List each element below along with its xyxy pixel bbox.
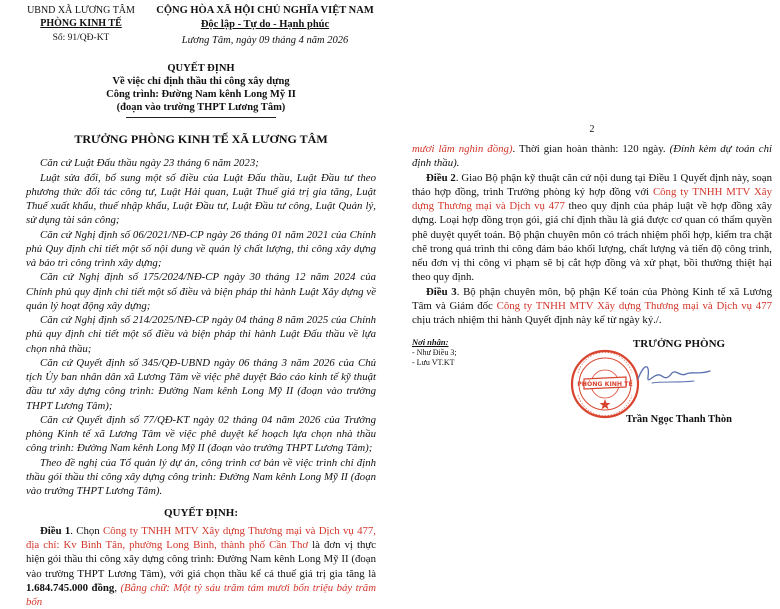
legal-basis: Luật sửa đổi, bổ sung một số điều của Luật Đấu thầu, Luật Đầu tư theo phương thức đối tác công tư, Luật Hải quan, Luật Thuế giá trị gia tăng, Luật Thuế xuất khẩu, thuế nhập khẩu, Luật Đầu tư, Luật Đầu tư công, Luật Quản lý, sử dụng tài sản công;	[26, 171, 376, 227]
article-one	[26, 524, 376, 609]
issuing-authority: TRƯỞNG PHÒNG KINH TẾ XÃ LƯƠNG TÂM	[74, 131, 328, 146]
title-subject: Về việc chỉ định thầu thi công xây dựng	[112, 76, 290, 88]
page-number: 2	[589, 124, 595, 135]
contractor-name: Công ty TNHH MTV Xây dựng Thương mại và Dịch vụ 477	[496, 299, 772, 312]
title-section: (đoạn vào trường THPT Lương Tâm)	[116, 102, 286, 114]
legal-basis: Theo đề nghị của Tổ quản lý dự án, công trình cơ bản về việc trình chỉ định thầu gói thầu thi công xây dựng công trình: Đường Nam kênh Long Mỹ II (đoạn vào trường THPT Lương Tâm).	[26, 456, 376, 498]
signature-block	[412, 337, 772, 457]
article-text: . Giao Bộ phận kỹ thuật căn cứ nội dung tại Điều 1 Quyết định này, soạn thảo hợp đồng, trình Trưởng phòng ký hợp đồng với	[412, 171, 772, 198]
page-two	[412, 4, 772, 457]
legal-bases	[26, 156, 376, 498]
article-text: . Chọn	[70, 524, 104, 537]
legal-basis: Căn cứ Luật Đấu thầu ngày 23 tháng 6 năm 2023;	[40, 157, 259, 170]
handwritten-signature-icon	[634, 359, 714, 395]
amount-in-words-end: mươi lăm nghìn đồng)	[412, 143, 513, 156]
amount-in-words: (Bằng chữ: Một tỷ sáu trăm tám mươi bốn triệu bảy trăm bốn	[26, 581, 376, 609]
document-type: QUYẾT ĐỊNH	[167, 63, 235, 74]
article-three	[412, 285, 772, 328]
article-label: Điều 2	[426, 171, 456, 184]
article-text: ,	[114, 581, 121, 594]
recipient-item: - Lưu VT.KT	[412, 358, 455, 368]
contract-amount: 1.684.745.000 đồng	[26, 581, 115, 594]
article-text: theo quy định của pháp luật về hợp đồng xây dựng. Loại hợp đồng trọn gói, giá chỉ định thầu là giá được cơ quan có thẩm quyền phê duyệt quyết toán. Bộ phận chuyên môn có trách nhiệm phối hợp, kiểm tra chặt chẽ trong quá trình thi công đảm bảo khối lượng, chất lượng và tiến độ công trình, nếu đơn vị thi công vi phạm sẽ bị cắt hợp đồng và xử phạt, bồi thường thiệt hại theo quy định.	[412, 200, 772, 284]
document-header	[26, 4, 376, 62]
document-title	[26, 62, 376, 115]
agency-parent: UBND XÃ LƯƠNG TÂM	[27, 5, 135, 16]
signer-name: Trần Ngọc Thanh Thòn	[626, 414, 732, 426]
agency-name: PHÒNG KINH TẾ	[40, 18, 122, 30]
official-seal-icon	[570, 349, 640, 419]
place-date: Lương Tâm, ngày 09 tháng 4 năm 2026	[181, 34, 349, 46]
recipients-label: Nơi nhận:	[412, 337, 449, 348]
article-label: Điều 1	[40, 524, 71, 537]
nation-name: CỘNG HÒA XÃ HỘI CHỦ NGHĨA VIỆT NAM	[156, 5, 374, 16]
recipients	[412, 337, 457, 368]
national-motto: Độc lập - Tự do - Hạnh phúc	[200, 18, 330, 30]
national-header	[154, 4, 376, 48]
legal-basis: Căn cứ Nghị định số 214/2025/NĐ-CP ngày 04 tháng 8 năm 2025 của Chính phủ quy định chi tiết một số điều và biện pháp thi hành Luật Đấu thầu về lựa chọn nhà thầu;	[26, 314, 376, 355]
issuing-agency	[26, 4, 136, 45]
page-one	[26, 4, 376, 609]
article-two	[412, 171, 772, 285]
legal-basis: Căn cứ Nghị định số 175/2024/NĐ-CP ngày 30 tháng 12 năm 2024 của Chính phủ quy định chi tiết một số điều và biện pháp thi hành Luật Xây dựng về quản lý hoạt động xây dựng;	[26, 271, 376, 312]
legal-basis: Căn cứ Quyết định số 345/QĐ-UBND ngày 06 tháng 3 năm 2026 của Chủ tịch Ủy ban nhân dân xã Lương Tâm về việc phê duyệt Báo cáo kinh tế kỹ thuật đầu tư xây dựng công trình: Đường Nam kênh Long Mỹ II (đoạn vào trường THPT Lương Tâm);	[26, 356, 376, 412]
contractor-name: Công ty TNHH MTV Xây dựng Thương mại và Dịch vụ 477	[412, 185, 773, 213]
seal-text: PHÒNG KINH TẾ	[577, 381, 633, 389]
contractor-name-address: Công ty TNHH MTV Xây dựng Thương mại và Dịch vụ 477, địa chỉ: Kv Bình Tân, phường Long Bình, thành phố Cần Thơ	[26, 524, 376, 552]
document-number: Số: 91/QĐ-KT	[52, 33, 110, 44]
signer-role: TRƯỞNG PHÒNG	[632, 338, 726, 351]
recipient-item: - Như Điều 3;	[412, 348, 457, 358]
legal-basis: Căn cứ Quyết định số 77/QĐ-KT ngày 02 tháng 04 năm 2026 của Trưởng phòng Kinh tế xã Lương Tâm về việc phê duyệt kế hoạch lựa chọn nhà thầu công trình: Đường Nam kênh Long Mỹ II (đoạn vào trường THPT Lương Tâm);	[26, 413, 376, 455]
article-label: Điều 3	[426, 285, 457, 298]
decision-heading: QUYẾT ĐỊNH:	[163, 507, 239, 520]
article-text: . Thời gian hoàn thành: 120 ngày.	[512, 143, 670, 156]
legal-basis: Căn cứ Nghị định số 06/2021/NĐ-CP ngày 26 tháng 01 năm 2021 của Chính phủ Quy định chi tiết một số nội dung về quản lý chất lượng, thi công xây dựng và bảo trì công trình xây dựng;	[26, 228, 376, 270]
title-project: Công trình: Đường Nam kênh Long Mỹ II	[106, 89, 296, 101]
article-text: là đơn vị thực hiện gói thầu thi công xây dựng công trình: Đường Nam kênh Long Mỹ II (đoạn vào trường THPT Lương Tâm), với giá chọn thầu kể cả thuế giá trị gia tăng là	[26, 539, 376, 580]
title-divider	[126, 117, 276, 118]
article-text: . Bộ phận chuyên môn, bộ phận Kế toán của Phòng Kinh tế xã Lương Tâm và Giám đốc	[412, 285, 772, 312]
article-one-continued	[412, 142, 772, 171]
attachment-note: (Đính kèm dự toán chi định thầu).	[412, 143, 773, 170]
article-text: chịu trách nhiệm thi hành Quyết định này kể từ ngày ký./.	[412, 314, 662, 327]
